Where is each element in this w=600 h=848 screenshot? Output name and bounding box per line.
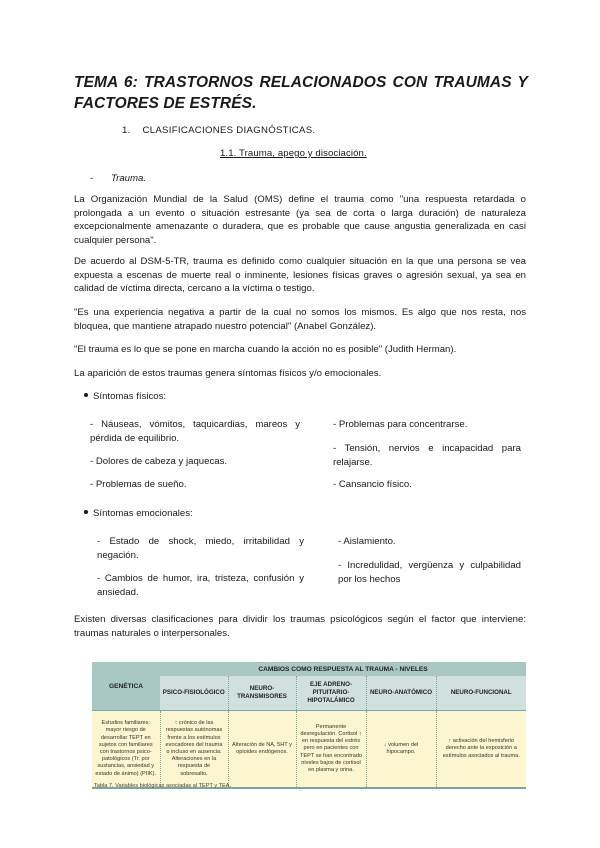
physical-symptom: - Dolores de cabeza y jaquecas. bbox=[90, 456, 228, 467]
paragraph-oms: La Organización Mundial de la Salud (OMS) define el trauma como "una respuesta retardada o prolongada a un evento o situación estresante (ya sea de corta o larga duración) de naturaleza excepcionalmente amenazante o duradera, que es probable que cause angustia generalizada en casi cualquier persona". bbox=[74, 194, 526, 246]
column-header: EJE ADRENO-PITUITARIO-HIPOTALÁMICO bbox=[296, 676, 366, 711]
table-cell: Alteración de NA, 5HT y opioides endógenos. bbox=[228, 711, 296, 789]
paragraph-dsm: De acuerdo al DSM-5-TR, trauma es definido como cualquier situación en la que una persona se vea expuesta a escenas de muerte real o inminente, lesiones físicas graves o agresión sexual, ya sea en calidad de víctima directa, cercano a la víctima o testigo. bbox=[74, 256, 526, 295]
column-header: NEURO-FUNCIONAL bbox=[436, 676, 526, 711]
topic-label: Trauma. bbox=[111, 173, 147, 184]
table-row bbox=[92, 711, 526, 789]
table-cell: ↑ crónico de las respuestas autónomas frente a los estímulos evocadores del trauma o incluso en ausencia. Alteraciones en la respuesta de sobresalto. bbox=[160, 711, 228, 789]
table-group-header: CAMBIOS COMO RESPUESTA AL TRAUMA - NIVELES bbox=[160, 662, 526, 676]
topic-dash: - bbox=[90, 173, 94, 184]
physical-symptom: - Cansancio físico. bbox=[333, 479, 412, 490]
emotional-symptom: - Cambios de humor, ira, tristeza, confusión y ansiedad. bbox=[97, 573, 304, 598]
physical-symptoms-heading bbox=[84, 390, 166, 404]
table-cell: Permanente desregulación. Cortisol ↑ en respuesta del estrés pero en pacientes con TEPT se han encontrado niveles bajos de cortisol en plasma y orina. bbox=[296, 711, 366, 789]
biological-variables-table bbox=[92, 662, 526, 789]
column-header: NEURO-TRANSMISORES bbox=[228, 676, 296, 711]
section-label: CLASIFICACIONES DIAGNÓSTICAS. bbox=[142, 125, 316, 136]
column-header: PSICO-FISIOLÓGICO bbox=[160, 676, 228, 711]
physical-symptom: - Náuseas, vómitos, taquicardias, mareos y pérdida de equilibrio. bbox=[90, 419, 300, 444]
paragraph-quote-gonzalez: "Es una experiencia negativa a partir de la cual no somos los mismos. Es algo que nos resta, nos bloquea, que mantiene atrapado nuestro potencial" (Anabel González). bbox=[74, 307, 526, 332]
emotional-heading-text: Síntomas emocionales: bbox=[93, 508, 193, 519]
genetics-header: GENÉTICA bbox=[92, 662, 160, 711]
page-title: TEMA 6: TRASTORNOS RELACIONADOS CON TRAUMAS Y FACTORES DE ESTRÉS. bbox=[74, 74, 528, 112]
table-cell: ↑ activación del hemisferio derecho ante la exposición a estímulos asociados al trauma. bbox=[436, 711, 526, 789]
physical-symptom: - Problemas de sueño. bbox=[90, 479, 187, 490]
column-header: NEURO-ANATÓMICO bbox=[366, 676, 436, 711]
section-number: 1. bbox=[122, 125, 131, 136]
emotional-symptom: - Estado de shock, miedo, irritabilidad y negación. bbox=[97, 536, 304, 561]
table-cell: ↓ volumen del hipocampo. bbox=[366, 711, 436, 789]
paragraph-symptoms-intro: La aparición de estos traumas genera síntomas físicos y/o emocionales. bbox=[74, 368, 382, 379]
emotional-symptom: - Aislamiento. bbox=[338, 536, 396, 547]
table-cell: Estudios familiares: mayor riesgo de desarrollar TEPT en sujetos con familiares con trastornos psico-patológicos (Tr. por sustancias, ansiedad y estado de ánimo) (PIIK). bbox=[92, 711, 160, 789]
bullet-icon bbox=[84, 393, 88, 397]
section-heading bbox=[122, 124, 315, 138]
physical-symptom: - Tensión, nervios e incapacidad para relajarse. bbox=[333, 443, 521, 468]
bullet-icon bbox=[84, 510, 88, 514]
paragraph-classification: Existen diversas clasificaciones para dividir los traumas psicológicos según el factor que interviene: traumas naturales o interpersonales. bbox=[74, 614, 526, 639]
physical-heading-text: Síntomas físicos: bbox=[93, 391, 167, 402]
table-caption: Tabla 7. Variables biológicas asociadas al TEPT y TEA. bbox=[94, 783, 232, 789]
emotional-symptoms-heading bbox=[84, 507, 193, 521]
physical-symptom: - Problemas para concentrarse. bbox=[333, 419, 468, 430]
paragraph-quote-herman: "El trauma es lo que se pone en marcha cuando la acción no es posible" (Judith Herman). bbox=[74, 344, 457, 355]
emotional-symptom: - Incredulidad, vergüenza y culpabilidad por los hechos bbox=[338, 560, 521, 585]
subsection-heading: 1.1. Trauma, apego y disociación. bbox=[220, 148, 367, 159]
